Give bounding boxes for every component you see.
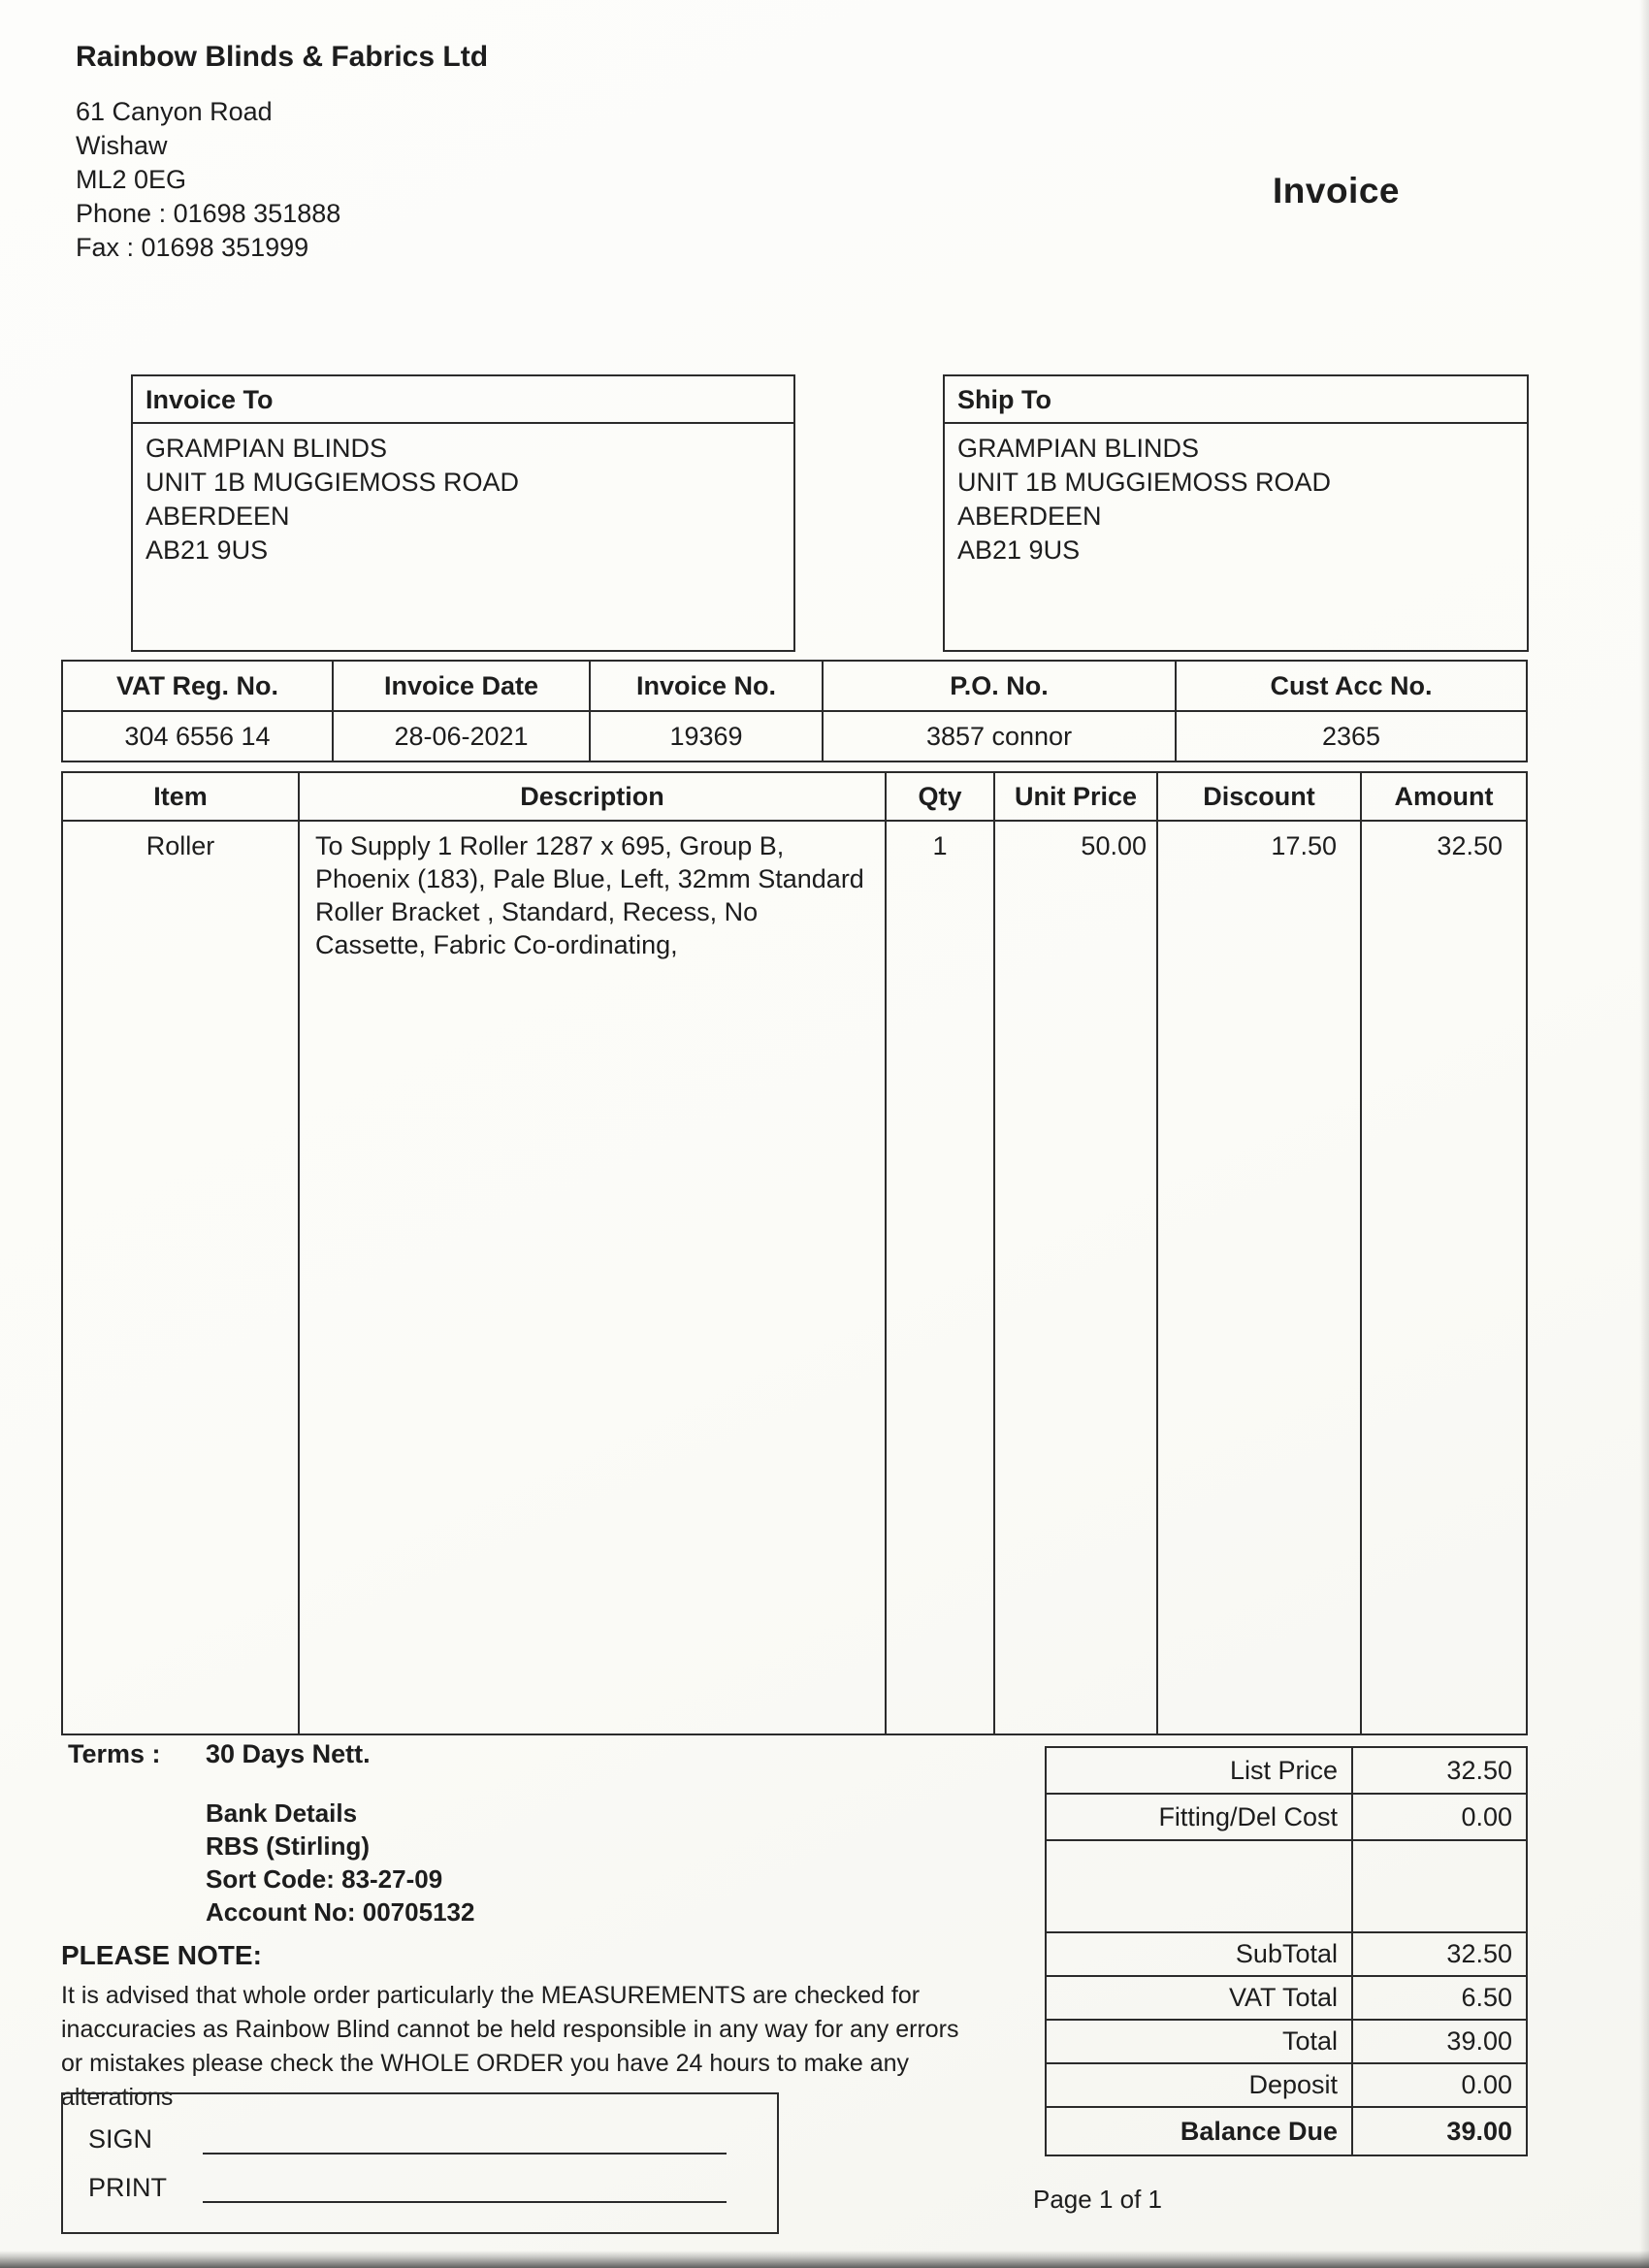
bank-details-line: Account No: 00705132 <box>206 1897 475 1927</box>
totals-value: 0.00 <box>1461 1801 1512 1831</box>
totals-spacer <box>1047 1841 1526 1933</box>
totals-value: 32.50 <box>1446 1939 1512 1968</box>
discount-cell: 17.50 <box>1158 822 1362 1733</box>
meta-header-invoice-no: Invoice No. <box>591 662 824 712</box>
company-name: Rainbow Blinds & Fabrics Ltd <box>76 41 489 73</box>
totals-value: 39.00 <box>1446 2026 1512 2056</box>
table-row <box>63 822 1526 1733</box>
bank-details-title: Bank Details <box>206 1798 358 1828</box>
unit-price-cell: 50.00 <box>995 822 1158 1733</box>
company-address-line2: Wishaw <box>76 131 168 160</box>
meta-header-cust-acc-no: Cust Acc No. <box>1177 662 1526 712</box>
totals-value: 39.00 <box>1446 2116 1512 2146</box>
invoice-to-line: GRAMPIAN BLINDS <box>146 434 388 463</box>
terms-value: 30 Days Nett. <box>206 1739 371 1768</box>
items-header-description: Description <box>300 773 887 822</box>
totals-row-fitting-del-cost <box>1047 1795 1526 1841</box>
sign-line <box>203 2125 727 2155</box>
bank-details-line: Sort Code: 83-27-09 <box>206 1864 443 1894</box>
invoice-to-line: ABERDEEN <box>146 502 290 531</box>
totals-row-deposit <box>1047 2064 1526 2108</box>
item-cell: Roller <box>63 822 300 1733</box>
totals-value: 6.50 <box>1461 1983 1512 2012</box>
sign-label: SIGN <box>88 2124 153 2154</box>
totals-label: Total <box>1281 2026 1338 2056</box>
totals-row-subtotal <box>1047 1933 1526 1977</box>
bank-details <box>206 1797 474 1928</box>
items-header-amount: Amount <box>1362 773 1526 822</box>
invoice-to-label: Invoice To <box>133 376 793 424</box>
print-row <box>88 2164 777 2203</box>
ship-to-line: AB21 9US <box>957 535 1081 565</box>
items-header-row <box>63 773 1526 822</box>
invoice-to-box <box>131 374 795 652</box>
meta-value-invoice-date: 28-06-2021 <box>334 712 591 761</box>
meta-header-vat-reg: VAT Reg. No. <box>63 662 334 712</box>
ship-to-line: UNIT 1B MUGGIEMOSS ROAD <box>957 468 1332 497</box>
meta-header-po-no: P.O. No. <box>824 662 1177 712</box>
meta-header-row <box>63 662 1526 712</box>
bank-details-line: RBS (Stirling) <box>206 1831 370 1861</box>
please-note-title: PLEASE NOTE: <box>61 1940 262 1970</box>
scan-edge-right <box>1639 0 1649 2268</box>
totals-row-total <box>1047 2021 1526 2064</box>
line-items-table <box>61 771 1528 1735</box>
invoice-to-line: UNIT 1B MUGGIEMOSS ROAD <box>146 468 520 497</box>
sign-row <box>88 2116 777 2155</box>
ship-to-box <box>943 374 1529 652</box>
print-label: PRINT <box>88 2173 167 2202</box>
amount-cell: 32.50 <box>1437 831 1503 860</box>
ship-to-line: GRAMPIAN BLINDS <box>957 434 1200 463</box>
totals-divider <box>1351 1748 1353 2155</box>
company-address-line3: ML2 0EG <box>76 165 187 194</box>
meta-value-po-no: 3857 connor <box>824 712 1177 761</box>
qty-cell: 1 <box>887 822 995 1733</box>
ship-to-address <box>945 424 1527 575</box>
company-phone: Phone : 01698 351888 <box>76 199 341 228</box>
meta-header-invoice-date: Invoice Date <box>334 662 591 712</box>
ship-to-line: ABERDEEN <box>957 502 1102 531</box>
terms-label: Terms : <box>68 1739 161 1768</box>
description-cell: To Supply 1 Roller 1287 x 695, Group B, Phoenix (183), Pale Blue, Left, 32mm Standard Roller Bracket , Standard, Recess, No Cassette, Fabric Co-ordinating, <box>300 822 887 1733</box>
company-address <box>76 95 340 265</box>
meta-value-row <box>63 712 1526 761</box>
invoice-to-address <box>133 424 793 575</box>
items-header-unit-price: Unit Price <box>995 773 1158 822</box>
items-header-item: Item <box>63 773 300 822</box>
totals-label: List Price <box>1229 1755 1338 1785</box>
totals-label: SubTotal <box>1235 1939 1338 1968</box>
totals-row-vat-total <box>1047 1977 1526 2021</box>
invoice-to-line: AB21 9US <box>146 535 269 565</box>
meta-value-vat-reg: 304 6556 14 <box>63 712 334 761</box>
totals-label: Deposit <box>1248 2070 1338 2099</box>
meta-value-cust-acc-no: 2365 <box>1321 722 1381 751</box>
scan-edge-bottom <box>0 2251 1649 2268</box>
ship-to-label: Ship To <box>945 376 1527 424</box>
totals-row-list-price <box>1047 1748 1526 1795</box>
document-title: Invoice <box>1273 171 1400 211</box>
meta-value-invoice-no: 19369 <box>591 712 824 761</box>
totals-label: VAT Total <box>1228 1983 1338 2012</box>
totals-row-balance-due <box>1047 2108 1526 2155</box>
print-line <box>203 2174 727 2203</box>
items-header-discount: Discount <box>1158 773 1362 822</box>
totals-label: Balance Due <box>1180 2116 1338 2146</box>
items-header-qty: Qty <box>887 773 995 822</box>
please-note-text: It is advised that whole order particularly the MEASUREMENTS are checked for inaccuracies as Rainbow Blind cannot be held responsible in any way for any errors or mistakes please check the WHOLE ORDER you have 24 hours to make any alterations <box>61 1982 959 2111</box>
totals-value: 0.00 <box>1461 2070 1512 2099</box>
signature-box <box>61 2092 779 2234</box>
company-fax: Fax : 01698 351999 <box>76 233 309 262</box>
totals-label: Fitting/Del Cost <box>1158 1801 1338 1831</box>
invoice-meta-table <box>61 660 1528 762</box>
totals-value: 32.50 <box>1446 1755 1512 1785</box>
company-address-line1: 61 Canyon Road <box>76 97 273 126</box>
page-number: Page 1 of 1 <box>1033 2185 1162 2214</box>
totals-box <box>1045 1746 1528 2156</box>
